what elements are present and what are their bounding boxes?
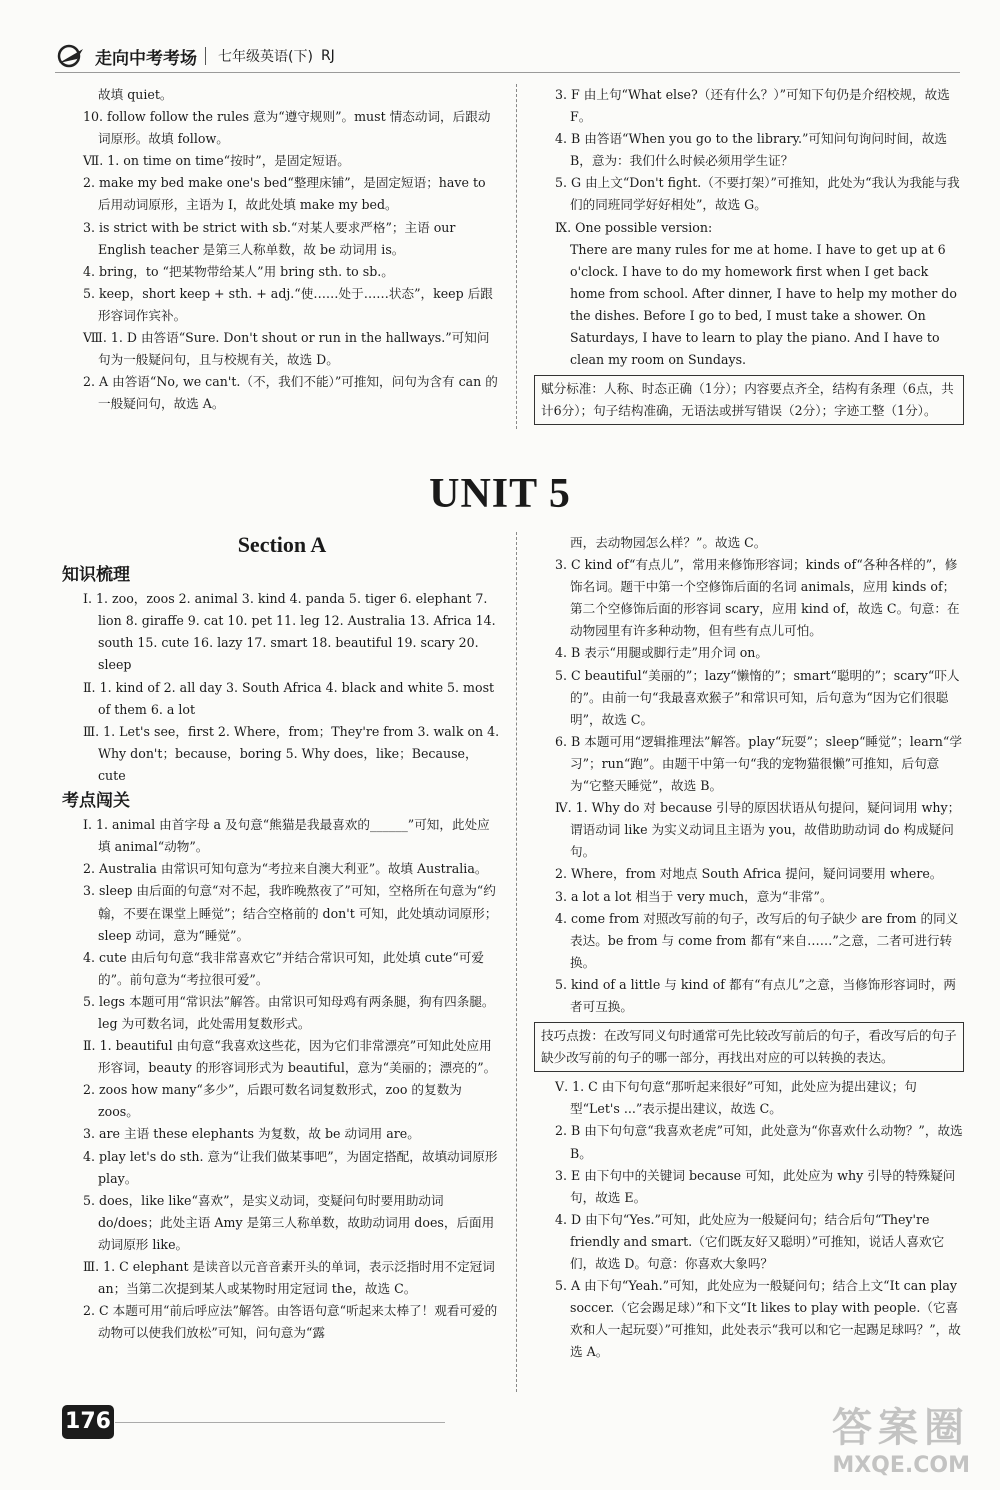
header-title: 走向中考考场 xyxy=(95,48,197,69)
watermark xyxy=(832,1396,970,1478)
header-edition: RJ xyxy=(320,48,335,64)
answer-line: Ⅷ. 1. D 由答语“Sure. Don't shout or run in the hallways.”可知问句为一般疑问句，且与校规有关，故选 D。 xyxy=(83,330,490,368)
answer-line: 3. F 由上句“What else?（还有什么？）”可知下句仍是介绍校规，故选 F。 xyxy=(555,87,950,125)
top-right-column xyxy=(534,84,964,429)
answer-line: 5. does，like like“喜欢”，是实义动词，变疑问句时要用助动词 do/does；此处主语 Amy 是第三人称单数，故助动词用 does，后面用动词原形 like。 xyxy=(83,1192,495,1252)
answer-line: 6. B 本题可用“逻辑推理法”解答。play“玩耍”；sleep“睡觉”；learn“学习”；run“跑”。由题干中第一句“我的宠物猫很懒”可推知，后句意为“它整天睡觉”，故选 B。 xyxy=(555,733,962,794)
answer-line: 5. legs 本题可用“常识法”解答。由常识可知母鸡有两条腿，狗有四条腿。leg 为可数名词，此处需用复数形式。 xyxy=(83,993,495,1031)
answer-line: 4. bring，to “把某物带给某人”用 bring sth. to sb.。 xyxy=(83,263,394,279)
answer-line: Ⅶ. 1. on time on time“按时”，是固定短语。 xyxy=(83,153,350,169)
answer-line: 4. cute 由后句句意“我非常喜欢它”并结合常识可知，此处填 cute“可爱的”。前句意为“考拉很可爱”。 xyxy=(83,949,484,987)
tip-text: 技巧点拨：在改写同义句时通常可先比较改写前后的句子，看改写后的句子缺少改写前的句子的哪一部分，再找出对应的可以转换的表达。 xyxy=(541,1028,957,1066)
answer-line: 5. G 由上文“Don't fight.（不要打架）”可推知，此处为“我认为我能与我们的同班同学好好相处”，故选 G。 xyxy=(555,175,960,213)
answer-line: 2. A 由答语“No, we can't.（不，我们不能）”可推知，问句为含有 can 的一般疑问句，故选 A。 xyxy=(83,374,498,412)
answer-line: 5. A 由下句“Yeah.”可知，此处应为一般疑问句；结合上文“It can play soccer.（它会踢足球）”和下文“It likes to play with people.（它喜欢和人一起玩耍）”可推知，此处表示“我可以和它一起踢足球吗？”，故选 A。 xyxy=(555,1278,961,1360)
answer-line: 4. play let's do sth. 意为“让我们做某事吧”，为固定搭配，故填动词原形 play。 xyxy=(83,1148,498,1186)
answer-line: Ⅸ. One possible version: xyxy=(555,219,713,235)
answer-line: 2. C 本题可用“前后呼应法”解答。由答语句意“听起来太棒了！观看可爱的动物可以使我们放松”可知，问句意为“露 xyxy=(83,1303,498,1341)
watermark-url: MXQE.COM xyxy=(832,1453,970,1478)
heading-exercises: 考点闯关 xyxy=(62,791,130,812)
answer-line: 故填 quiet。 xyxy=(98,87,173,102)
unit-title: UNIT 5 xyxy=(429,471,571,517)
bottom-right-column xyxy=(534,532,964,1363)
answer-line: 5. C beautiful“美丽的”；lazy“懒惰的”；smart“聪明的”；scary“吓人的”。由前一句“我最喜欢猴子”和常识可知，后句意为“因为它们很聪明”，故选 C。 xyxy=(555,667,960,727)
answer-line: Ⅱ. 1. beautiful 由句意“我喜欢这些花，因为它们非常漂亮”可知此处应用形容词，beauty 的形容词形式为 beautiful，意为“美丽的；漂亮的”。 xyxy=(83,1038,497,1076)
scoring-box xyxy=(534,375,964,425)
answer-line: Ⅰ. 1. animal 由首字母 a 及句意“熊猫是我最喜欢的______”可知，此处应填 animal“动物”。 xyxy=(83,817,490,855)
page-number: 176 xyxy=(62,1405,114,1439)
column-divider xyxy=(516,84,517,429)
answer-line: Ⅲ. 1. C elephant 是读音以元音音素开头的单词，表示泛指时用不定冠词 an；当第二次提到某人或某物时用定冠词 the，故选 C。 xyxy=(83,1259,495,1297)
answer-line: 2. B 由下句句意“我喜欢老虎”可知，此处意为“你喜欢什么动物？”，故选 B。 xyxy=(555,1123,963,1161)
page-header xyxy=(55,42,955,70)
answer-line: 3. a lot a lot 相当于 very much，意为“非常”。 xyxy=(555,888,833,904)
answer-line: 2. Where，from 对地点 South Africa 提问，疑问词要用 where。 xyxy=(555,866,943,882)
answer-line: 5. keep，short keep + sth. + adj.“使……处于……状态”，keep 后跟形容词作宾补。 xyxy=(83,285,493,323)
answer-line: 10. follow follow the rules 意为“遵守规则”。must 情态动词，后跟动词原形。故填 follow。 xyxy=(83,109,491,147)
heading-knowledge: 知识梳理 xyxy=(62,565,130,586)
answer-line: Ⅰ. 1. zoo，zoos 2. animal 3. kind 4. panda 5. tiger 6. elephant 7. lion 8. giraffe 9. cat 10. pet 11. leg 12. Australia 13. Africa 14. south 15. cute 16. lazy 17. smart 18. beautiful 19. scary 20. sleep xyxy=(83,591,496,673)
header-subtitle: 七年级英语(下) xyxy=(218,49,313,65)
watermark-logo: 答案圈 xyxy=(832,1405,970,1451)
answer-line: 3. sleep 由后面的句意“对不起，我昨晚熬夜了”可知，空格所在句意为“约翰，不要在课堂上睡觉”；结合空格前的 don't 可知，此处填动词原形；sleep 动词，意为“睡觉”。 xyxy=(83,883,498,943)
answer-line: 5. kind of a little 与 kind of 都有“有点儿”之意，当修饰形容词时，两者可互换。 xyxy=(555,976,956,1014)
answer-line: Ⅱ. 1. kind of 2. all day 3. South Africa 4. black and white 5. most of them 6. a lot xyxy=(83,679,495,717)
answer-line: Ⅴ. 1. C 由下句句意“那听起来很好”可知，此处应为提出建议；句型“Let's ...”表示提出建议，故选 C。 xyxy=(555,1079,917,1117)
answer-line: 西，去动物园怎么样？”。故选 C。 xyxy=(570,535,767,550)
footer-rule xyxy=(115,1422,445,1423)
answer-line: 3. is strict with be strict with sb.“对某人要求严格”；主语 our English teacher 是第三人称单数，故 be 动词用 is。 xyxy=(83,219,456,257)
answer-line: There are many rules for me at home. I have to get up at 6 o'clock. I have to do my homework first when I get back home from school. After dinner, I have to help my mother do the dishes. Before I go to bed, I must take a shower. On Saturdays, I have to learn to play the piano. And I have to clean my room on Sundays. xyxy=(570,241,957,368)
answer-line: Ⅲ. 1. Let's see，first 2. Where，from；They're from 3. walk on 4. Why don't；because，boring 5. Why does，like；Because，cute xyxy=(83,723,500,783)
answer-line: 3. are 主语 these elephants 为复数，故 be 动词用 are。 xyxy=(83,1126,420,1142)
answer-line: 3. E 由下句中的关键词 because 可知，此处应为 why 引导的特殊疑问句，故选 E。 xyxy=(555,1167,956,1205)
column-divider-2 xyxy=(516,532,517,1392)
answer-line: 2. Australia 由常识可知句意为“考拉来自澳大利亚”。故填 Australia。 xyxy=(83,861,488,877)
answer-line: 2. make my bed make one's bed“整理床铺”，是固定短语；have to 后用动词原形，主语为 I，故此处填 make my bed。 xyxy=(83,175,486,213)
section-title: Section A xyxy=(237,532,327,557)
answer-line: 2. zoos how many“多少”，后跟可数名词复数形式，zoo 的复数为 zoos。 xyxy=(83,1082,462,1120)
logo-icon xyxy=(55,43,89,69)
bottom-left-column xyxy=(62,530,502,1344)
answer-line: 4. B 表示“用腿或脚行走”用介词 on。 xyxy=(555,645,768,661)
answer-line: 3. C kind of“有点儿”，常用来修饰形容词；kinds of“各种各样的”，修饰名词。题干中第一个空修饰后面的名词 animals，应用 kinds of；第二个空修饰后面的形容词 scary，应用 kind of，故选 C。句意：在动物园里有许多种动物，但有些有点儿可怕。 xyxy=(555,557,960,639)
tip-box xyxy=(534,1022,964,1072)
header-separator xyxy=(205,47,206,65)
scoring-text: 赋分标准：人称、时态正确（1分）；内容要点齐全，结构有条理（6点，共计6分）；句子结构准确，无语法或拼写错误（2分）；字迹工整（1分）。 xyxy=(541,381,954,419)
top-left-column xyxy=(62,84,502,415)
answer-line: 4. D 由下句“Yes.”可知，此处应为一般疑问句；结合后句“They're friendly and smart.（它们既友好又聪明）”可推知，说话人喜欢它们，故选 D。句意：你喜欢大象吗？ xyxy=(555,1211,945,1271)
answer-line: Ⅳ. 1. Why do 对 because 引导的原因状语从句提问，疑问词用 why；谓语动词 like 为实义动词且主语为 you，故借助助动词 do 构成疑问句。 xyxy=(555,800,961,860)
header-rule xyxy=(55,72,960,73)
answer-line: 4. B 由答语“When you go to the library.”可知问句询问时间，故选 B，意为：我们什么时候必须用学生证？ xyxy=(555,131,947,169)
answer-line: 4. come from 对照改写前的句子，改写后的句子缺少 are from 的同义表达。be from 与 come from 都有“来自……”之意，二者可进行转换。 xyxy=(555,910,959,970)
